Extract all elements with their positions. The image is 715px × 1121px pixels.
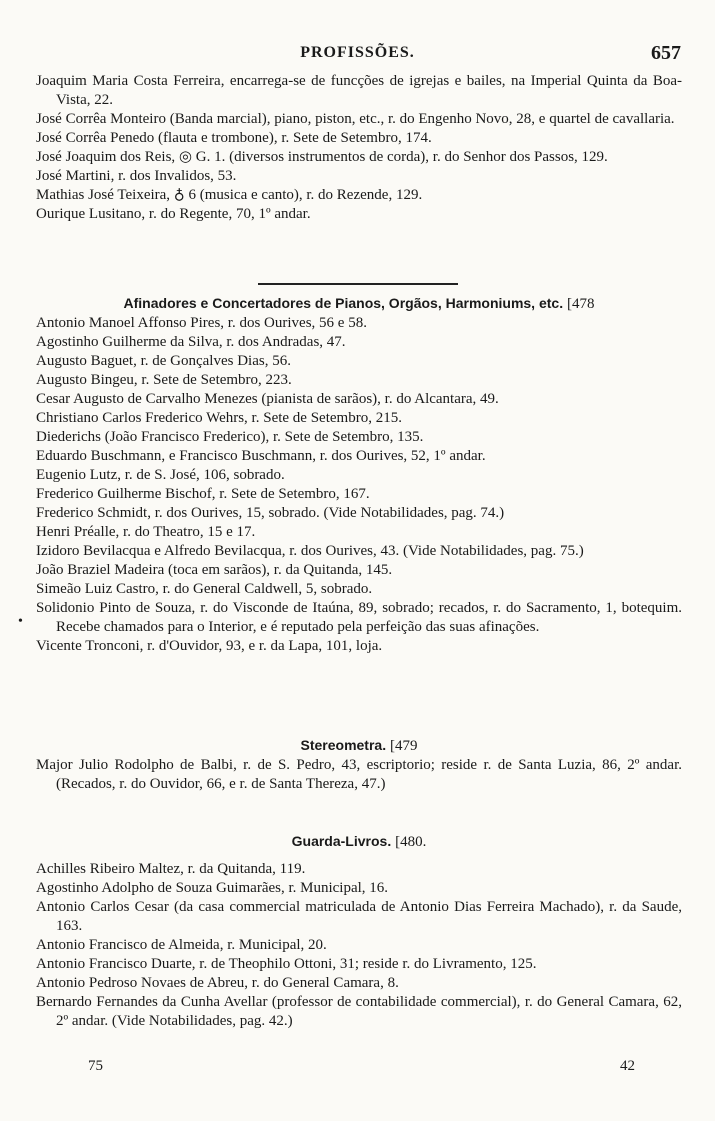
section-heading-text: Afinadores e Concertadores de Pianos, Orgãos, Harmoniums, etc. bbox=[123, 295, 564, 311]
section-heading bbox=[36, 294, 682, 314]
section-heading bbox=[36, 832, 682, 852]
list-item: José Corrêa Penedo (flauta e trombone), r. Sete de Setembro, 174. bbox=[36, 130, 432, 146]
list-item: Simeão Luiz Castro, r. do General Caldwell, 5, sobrado. bbox=[36, 581, 373, 597]
list-item: Augusto Baguet, r. de Gonçalves Dias, 56. bbox=[36, 353, 291, 369]
list-item: Frederico Schmidt, r. dos Ourives, 15, sobrado. (Vide Notabilidades, pag. 74.) bbox=[36, 505, 505, 521]
list-item: Eduardo Buschmann, e Francisco Buschmann, r. dos Ourives, 52, 1º andar. bbox=[36, 448, 486, 464]
list-item: Agostinho Guilherme da Silva, r. dos Andradas, 47. bbox=[36, 334, 346, 350]
list-item: Frederico Guilherme Bischof, r. Sete de Setembro, 167. bbox=[36, 486, 370, 502]
list-item: João Braziel Madeira (toca em sarãos), r. da Quitanda, 145. bbox=[36, 562, 393, 578]
list-item: Solidonio Pinto de Souza, r. do Visconde de Itaúna, 89, sobrado; recados, r. do Sacramento, 1, botequim. Recebe chamados para o Interior, e é reputado pela perfeição das suas afinações. bbox=[36, 600, 682, 635]
section-guarda-livros bbox=[36, 832, 682, 1031]
margin-mark-icon: • bbox=[18, 614, 23, 629]
list-item: Diederichs (João Francisco Frederico), r. Sete de Setembro, 135. bbox=[36, 429, 424, 445]
list-item: Bernardo Fernandes da Cunha Avellar (professor de contabilidade commercial), r. do General Camara, 62, 2º andar. (Vide Notabilidades, pag. 42.) bbox=[36, 994, 682, 1029]
list-item: Ourique Lusitano, r. do Regente, 70, 1º andar. bbox=[36, 206, 311, 222]
list-item: José Joaquim dos Reis, ◎ G. 1. (diversos instrumentos de corda), r. do Senhor dos Passos, 129. bbox=[36, 149, 608, 165]
list-item: Joaquim Maria Costa Ferreira, encarrega-se de funcções de igrejas e bailes, na Imperial Quinta da Boa-Vista, 22. bbox=[36, 73, 682, 108]
section-piano-tuners bbox=[36, 294, 682, 656]
list-item: Mathias José Teixeira, ♁ 6 (musica e canto), r. do Rezende, 129. bbox=[36, 187, 423, 203]
section-number: [478 bbox=[566, 296, 595, 312]
list-item: Achilles Ribeiro Maltez, r. da Quitanda, 119. bbox=[36, 861, 306, 877]
list-item: Antonio Pedroso Novaes de Abreu, r. do General Camara, 8. bbox=[36, 975, 399, 991]
list-item: Henri Préalle, r. do Theatro, 15 e 17. bbox=[36, 524, 256, 540]
list-item: José Corrêa Monteiro (Banda marcial), piano, piston, etc., r. do Engenho Novo, 28, e quartel de cavallaria. bbox=[36, 111, 675, 127]
musicians-list bbox=[36, 72, 682, 224]
list-item: Augusto Bingeu, r. Sete de Setembro, 223. bbox=[36, 372, 292, 388]
section-stereometra bbox=[36, 736, 682, 794]
section-heading bbox=[36, 736, 682, 756]
list-item: José Martini, r. dos Invalidos, 53. bbox=[36, 168, 237, 184]
list-item: Izidoro Bevilacqua e Alfredo Bevilacqua, r. dos Ourives, 43. (Vide Notabilidades, pag. 75.) bbox=[36, 543, 584, 559]
list-item: Antonio Francisco Duarte, r. de Theophilo Ottoni, 31; reside r. do Livramento, 125. bbox=[36, 956, 537, 972]
running-head bbox=[0, 44, 715, 68]
page-number: 657 bbox=[651, 42, 681, 64]
section-heading-text: Stereometra. bbox=[300, 737, 387, 753]
list-item: Vicente Tronconi, r. d'Ouvidor, 93, e r. da Lapa, 101, loja. bbox=[36, 638, 383, 654]
list-item: Antonio Francisco de Almeida, r. Municipal, 20. bbox=[36, 937, 327, 953]
list-item: Cesar Augusto de Carvalho Menezes (pianista de sarãos), r. do Alcantara, 49. bbox=[36, 391, 499, 407]
signature-mark-right: 42 bbox=[620, 1058, 635, 1074]
list-item: Christiano Carlos Frederico Wehrs, r. Sete de Setembro, 215. bbox=[36, 410, 402, 426]
section-divider bbox=[258, 283, 458, 285]
section-number: [480. bbox=[395, 834, 427, 850]
section-heading-text: Guarda-Livros. bbox=[291, 833, 392, 849]
section-number: [479 bbox=[389, 738, 418, 754]
list-item: Major Julio Rodolpho de Balbi, r. de S. Pedro, 43, escriptorio; reside r. de Santa Luzia, 86, 2º andar. (Recados, r. do Ouvidor, 66, e r. de Santa Thereza, 47.) bbox=[36, 757, 682, 792]
list-item: Antonio Carlos Cesar (da casa commercial matriculada de Antonio Dias Ferreira Machado), r. da Saude, 163. bbox=[36, 899, 682, 934]
signature-mark-left: 75 bbox=[88, 1058, 103, 1074]
list-item: Antonio Manoel Affonso Pires, r. dos Ourives, 56 e 58. bbox=[36, 315, 367, 331]
page-title: PROFISSÕES. bbox=[300, 44, 415, 61]
list-item: Eugenio Lutz, r. de S. José, 106, sobrado. bbox=[36, 467, 285, 483]
list-item: Agostinho Adolpho de Souza Guimarães, r. Municipal, 16. bbox=[36, 880, 389, 896]
